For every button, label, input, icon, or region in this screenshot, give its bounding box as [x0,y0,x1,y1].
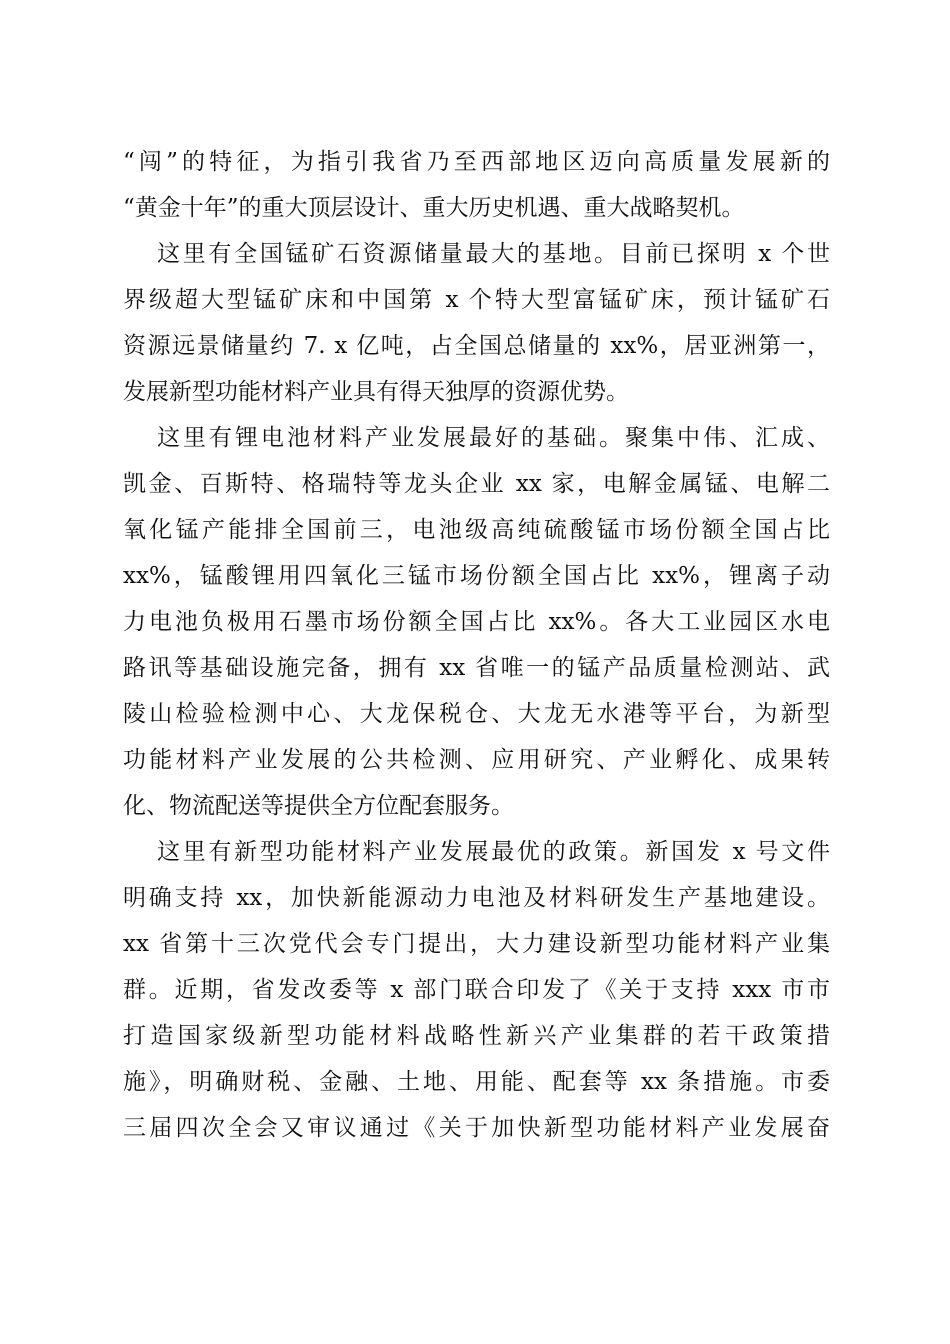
text-line: 发展新型功能材料产业具有得天独厚的资源优势。 [123,379,629,405]
text-line: 施》，明确财税、金融、土地、用能、配套等 xx 条措施。市委 [123,1069,830,1095]
text-line: 路讯等基础设施完备，拥有 xx 省唯一的锰产品质量检测站、武 [123,655,830,681]
text-line: 陵山检验检测中心、大龙保税仓、大龙无水港等平台，为新型 [123,701,830,727]
text-line: 力电池负极用石墨市场份额全国占比 xx%。各大工业园区水电 [123,609,830,635]
paragraph [123,829,830,1151]
text-line: 界级超大型锰矿床和中国第 x 个特大型富锰矿床，预计锰矿石 [123,287,830,313]
text-line: 化、物流配送等提供全方位配套服务。 [123,793,514,819]
paragraph [123,139,830,231]
text-line: 打造国家级新型功能材料战略性新兴产业集群的若干政策措 [123,1023,830,1049]
text-line: xx%，锰酸锂用四氧化三锰市场份额全国占比 xx%，锂离子动 [123,563,830,589]
text-line: 这里有新型功能材料产业发展最优的政策。新国发 x 号文件 [157,839,830,865]
text-line: 功能材料产业发展的公共检测、应用研究、产业孵化、成果转 [123,747,830,773]
text-line: 资源远景储量约 7. x 亿吨，占全国总储量的 xx%，居亚洲第一， [123,333,830,359]
text-line: 这里有全国锰矿石资源储量最大的基地。目前已探明 x 个世 [157,241,830,267]
text-line: 群。近期，省发改委等 x 部门联合印发了《关于支持 xxx 市市 [123,977,830,1003]
text-line: 三届四次全会又审议通过《关于加快新型功能材料产业发展奋 [123,1115,830,1141]
text-line: xx 省第十三次党代会专门提出，大力建设新型功能材料产业集 [123,931,830,957]
text-line: 明确支持 xx，加快新能源动力电池及材料研发生产基地建设。 [123,885,830,911]
text-line: “闯”的特征，为指引我省乃至西部地区迈向高质量发展新的 [123,149,830,175]
paragraph [123,415,830,829]
text-line: 凯金、百斯特、格瑞特等龙头企业 xx 家，电解金属锰、电解二 [123,471,830,497]
text-line: 这里有锂电池材料产业发展最好的基础。聚集中伟、汇成、 [157,425,830,451]
text-line: 氧化锰产能排全国前三，电池级高纯硫酸锰市场份额全国占比 [123,517,830,543]
paragraph [123,231,830,415]
text-line: “黄金十年”的重大顶层设计、重大历史机遇、重大战略契机。 [123,195,745,221]
document-page [123,139,830,1151]
